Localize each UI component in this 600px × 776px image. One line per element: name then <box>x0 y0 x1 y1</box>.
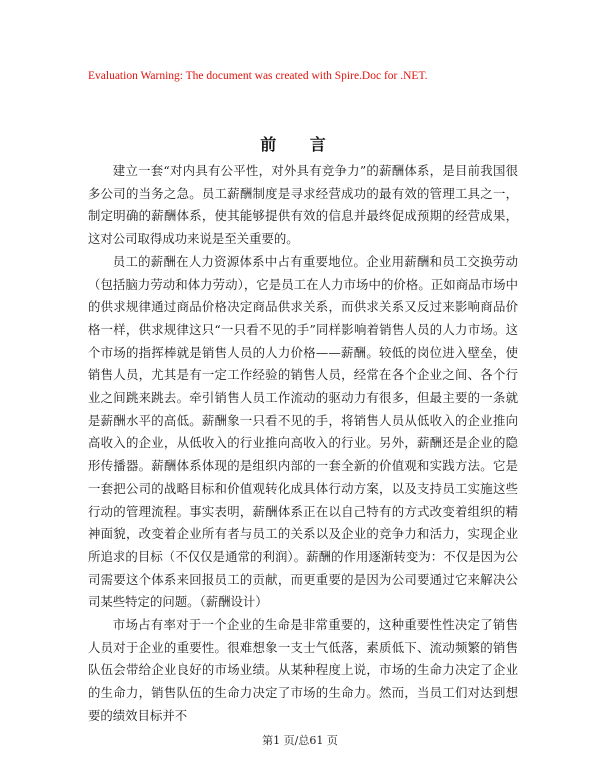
paragraph: 市场占有率对于一个企业的生命是非常重要的，这种重要性性决定了销售人员对于企业的重要性。很难想象一支士气低落，素质低下、流动频繁的销售队伍会带给企业良好的市场业绩。从某种程度上说，市场的生命力决定了企业的生命力，销售队伍的生命力决定了市场的生命力。然而，当员工们对达到想要的绩效目标并不 <box>88 617 518 723</box>
paragraph: 建立一套“对内具有公平性，对外具有竞争力”的薪酬体系，是目前我国很多公司的当务之急。员工薪酬制度是寻求经营成功的最有效的管理工具之一，制定明确的薪酬体系，使其能够提供有效的信息并最终促成预期的经营成果，这对公司取得成功来说是至关重要的。 <box>88 163 518 247</box>
document-title: 前 言 <box>260 135 340 154</box>
page-number-footer: 第1 页/总61 页 <box>262 734 338 747</box>
document-body <box>88 160 518 728</box>
evaluation-warning: Evaluation Warning: The document was created with Spire.Doc for .NET. <box>88 70 428 82</box>
paragraph: 员工的薪酬在人力资源体系中占有重要地位。企业用薪酬和员工交换劳动（包括脑力劳动和体力劳动），它是员工在人力市场中的价格。正如商品市场中的供求规律通过商品价格决定商品供求关系，而供求关系又反过来影响商品价格一样，供求规律这只“一只看不见的手”同样影响着销售人员的人力市场。这个市场的指挥棒就是销售人员的人力价格——薪酬。较低的岗位进入壁垒，使销售人员，尤其是有一定工作经验的销售人员，经常在各个企业之间、各个行业之间跳来跳去。牵引销售人员工作流动的驱动力有很多，但最主要的一条就是薪酬水平的高低。薪酬象一只看不见的手，将销售人员从低收入的企业推向高收入的企业，从低收入的行业推向高收入的行业。另外，薪酬还是企业的隐形传播器。薪酬体系体现的是组织内部的一套全新的价值观和实践方法。它是一套把公司的战略目标和价值观转化成具体行动方案，以及支持员工实施这些行动的管理流程。事实表明，薪酬体系正在以自己特有的方式改变着组织的精神面貌，改变着企业所有者与员工的关系以及企业的竞争力和活力，实现企业所追求的目标（不仅仅是通常的利润）。薪酬的作用逐渐转变为：不仅是因为公司需要这个体系来回报员工的贡献，而更重要的是因为公司要通过它来解决公司某些特定的问题。（薪酬设计） <box>88 253 518 610</box>
